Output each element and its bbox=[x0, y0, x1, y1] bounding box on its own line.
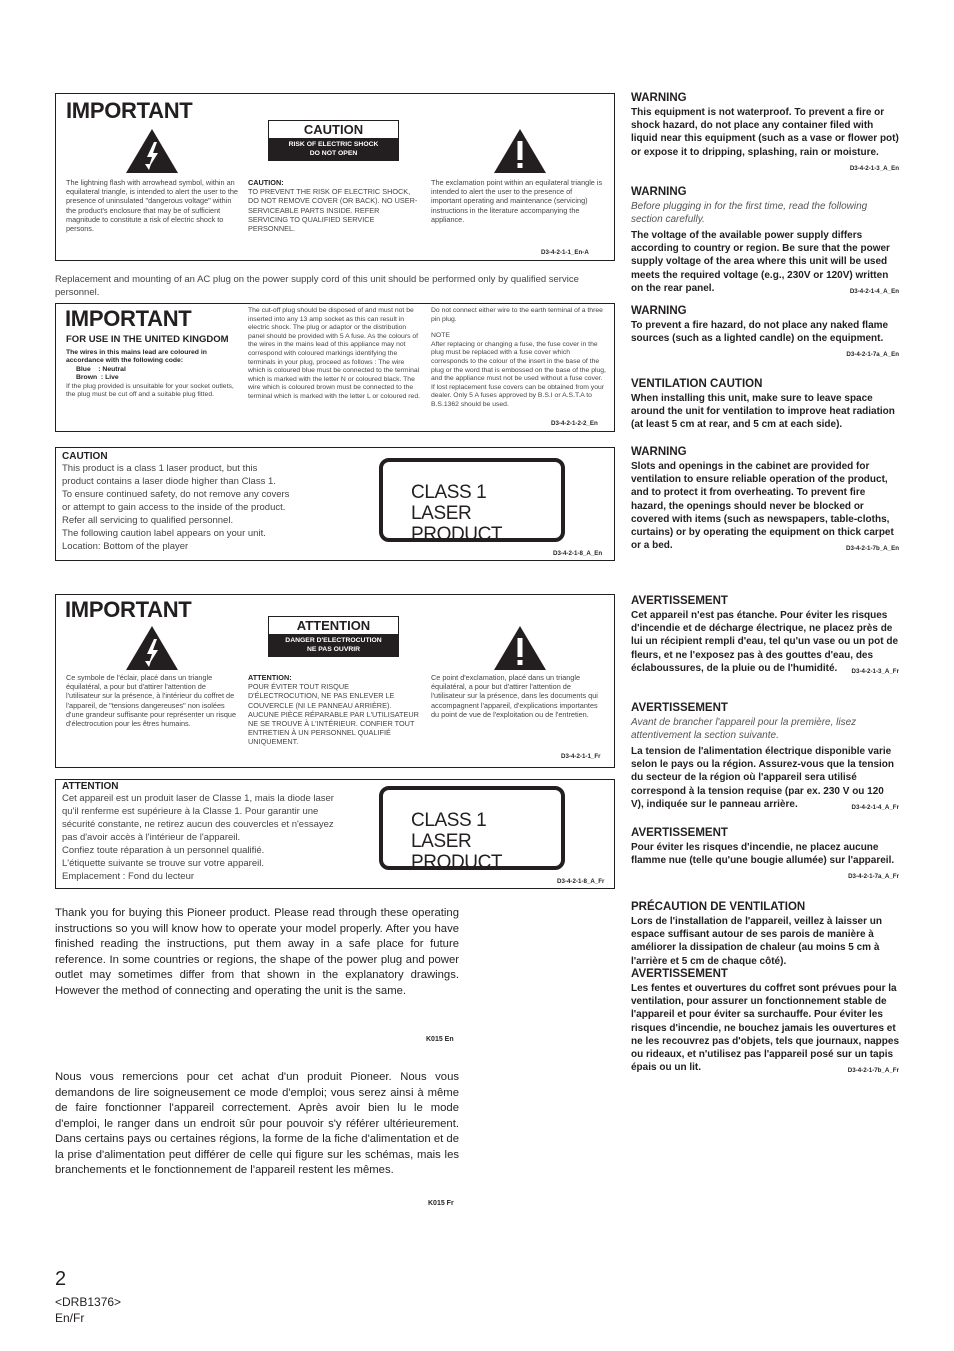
uk-earth-note: Do not connect either wire to the earth terminal of a three pin plug. bbox=[431, 307, 603, 323]
section-heading: AVERTISSEMENT bbox=[631, 968, 728, 980]
warning-slots bbox=[631, 446, 899, 555]
section-body: La tension de l'alimentation électrique disponible varie selon le pays ou la région. Assurez-vous que la tension du secteur de la région où l'appareil sera utilisé correspond à la tension requise (par ex. 230 V ou 120 V), indiquée sur le panneau arrière. bbox=[631, 746, 895, 810]
laser-text-line: qu'il renferme est supérieure à la Classe 1. Pour garantir une bbox=[62, 806, 319, 817]
replacement-note: Replacement and mounting of an AC plug on the power supply cord of this unit should be performed only by qualified service personnel. bbox=[55, 274, 579, 298]
laser-text-line: This product is a class 1 laser product, but this bbox=[62, 463, 258, 474]
laser-text-line: or attempt to gain access to the inside of the product. bbox=[62, 502, 286, 513]
caution-label bbox=[268, 120, 399, 161]
section-body: The voltage of the available power supply differs according to country or region. Be sure that the power supply voltage of the area where this unit will be used meets the required voltage (e.g., 230V or 120V) written on the rear panel. bbox=[631, 230, 890, 294]
reference-code-laser-fr: D3-4-2-1-8_A_Fr bbox=[557, 878, 605, 885]
important-title-fr: IMPORTANT bbox=[65, 597, 192, 622]
laser-text-line: sécurité constante, ne retirez aucun des couvercles et n'essayez bbox=[62, 819, 334, 830]
language-code: En/Fr bbox=[55, 1311, 85, 1325]
section-body: Cet appareil n'est pas étanche. Pour éviter les risques d'incendie et de décharge électrique, ne placez près de lui un récipient rempli d'eau, tel qu'un vase ou un pot de fleurs, et ne l'exposez pas à des gouttes d'eau, des éclaboussures, de la pluie ou de l'humidité. bbox=[631, 610, 899, 674]
laser-text-line: product contains a laser diode higher than Class 1. bbox=[62, 476, 276, 487]
warning-voltage bbox=[631, 186, 899, 298]
avertissement-flamme bbox=[631, 827, 899, 884]
laser-text-line: pas d'avoir accès à l'intérieur de l'appareil. bbox=[62, 832, 241, 843]
laser-text-line: To ensure continued safety, do not remove any covers bbox=[62, 489, 290, 500]
caution-label-line2: DO NOT OPEN bbox=[309, 150, 358, 157]
laser-caution-en bbox=[62, 451, 362, 553]
attention-text-block bbox=[248, 673, 420, 747]
class1-laser-label-fr bbox=[379, 786, 565, 873]
page-number: 2 bbox=[55, 1268, 67, 1290]
laser-text-line: The following caution label appears on your unit. bbox=[62, 528, 266, 539]
lightning-triangle-icon bbox=[125, 128, 179, 174]
lightning-explanation: The lightning flash with arrowhead symbol, within an equilateral triangle, is intended to alert the user to the presence of uninsulated "dangerous voltage" within the product's enclosure that may be of sufficient magnitude to constitute a risk of electric shock to persons. bbox=[66, 178, 238, 234]
attention-body: POUR ÉVITER TOUT RISQUE D'ÉLECTROCUTION, NE PAS ENLEVER LE COUVERCLE (NI LE PANNEAU ARRIÈRE). AUCUNE PIÈCE RÉPARABLE PAR L'UTILISATEUR NE SE TROUVE À L'INTÉRIEUR. CONFIER TOUT ENTRETIEN À UN PERSONNEL QUALIFIÉ UNIQUEMENT. bbox=[248, 682, 419, 747]
uk-column-3 bbox=[431, 307, 606, 410]
section-body: When installing this unit, make sure to leave space around the unit for ventilation to improve heat radiation (at least 5 cm at rear, and 5 cm at each side). bbox=[631, 393, 895, 431]
caution-text-block bbox=[248, 178, 420, 233]
important-title-uk: IMPORTANT bbox=[65, 306, 192, 331]
avertissement-fentes bbox=[631, 968, 899, 1077]
section-heading: VENTILATION CAUTION bbox=[631, 378, 763, 390]
reference-code-laser-en: D3-4-2-1-8_A_En bbox=[553, 550, 603, 557]
warning-flame bbox=[631, 305, 899, 362]
caution-heading: CAUTION: bbox=[248, 178, 284, 187]
attention-label-title: ATTENTION bbox=[296, 618, 371, 633]
laser-caution-body bbox=[62, 462, 362, 553]
section-body: This equipment is not waterproof. To prevent a fire or shock hazard, do not place any container filed with liquid near this equipment (such as a vase or flower pot) or expose it to dripping, splashing, rain or moisture. bbox=[631, 107, 899, 158]
precaution-ventilation bbox=[631, 901, 899, 968]
attention-label-line1: DANGER D'ELECTROCUTION bbox=[285, 637, 382, 644]
lightning-explanation-fr: Ce symbole de l'éclair, placé dans un triangle équilatéral, a pour but d'attirer l'attention de l'utilisateur sur la présence, à l'intérieur du coffret de l'appareil, de "tensions dangereuses" non isolées d'une grandeur suffisante pour représenter un risque d'électrocution pour les êtres humains. bbox=[66, 673, 237, 729]
attention-heading: ATTENTION: bbox=[248, 673, 292, 682]
uk-note-heading: NOTE bbox=[431, 332, 450, 340]
laser-label-line2: LASER PRODUCT bbox=[411, 831, 503, 873]
uk-subtitle: FOR USE IN THE UNITED KINGDOM bbox=[66, 334, 229, 345]
avertissement-tension bbox=[631, 702, 899, 814]
reference-code: D3-4-2-1-1_En-A bbox=[541, 249, 589, 256]
warning-waterproof bbox=[631, 92, 899, 175]
uk-plug-note: If the plug provided is unsuitable for your socket outlets, the plug must be cut off and a suitable plug fitted. bbox=[66, 382, 234, 398]
laser-attention-body bbox=[62, 792, 372, 883]
laser-text-line: Location: Bottom of the player bbox=[62, 541, 189, 552]
section-italic: Avant de brancher l'appareil pour la première, lisez attentivement la section suivante. bbox=[631, 717, 857, 741]
laser-text-line: Cet appareil est un produit laser de Classe 1, mais la diode laser bbox=[62, 793, 334, 804]
attention-label-line2: NE PAS OUVRIR bbox=[306, 646, 361, 653]
section-code: D3-4-2-1-7b_A_En bbox=[846, 545, 899, 553]
section-body: Pour éviter les risques d'incendie, ne placez aucune flamme nue (telle qu'une bougie allumée) sur l'appareil. bbox=[631, 842, 895, 867]
section-body: Lors de l'installation de l'appareil, veillez à laisser un espace suffisant autour de ses parois de manière à améliorer la dissipation de chaleur (au moins 5 cm à l'arrière et 5 cm de chaque côté). bbox=[631, 916, 882, 967]
caution-label-line1: RISK OF ELECTRIC SHOCK bbox=[288, 141, 379, 148]
laser-attention-heading: ATTENTION bbox=[62, 781, 119, 792]
avertissement-etanche bbox=[631, 595, 899, 678]
section-code: D3-4-2-1-4_A_Fr bbox=[851, 803, 899, 811]
model-code: <DRB1376> bbox=[55, 1295, 122, 1309]
uk-column-1 bbox=[66, 334, 241, 400]
section-italic: Before plugging in for the first time, read the following section carefully. bbox=[631, 201, 868, 225]
ventilation-caution bbox=[631, 378, 899, 432]
section-heading: WARNING bbox=[631, 92, 687, 104]
caution-label-title: CAUTION bbox=[303, 122, 364, 137]
exclamation-triangle-icon bbox=[493, 128, 547, 174]
section-code: D3-4-2-1-7a_A_En bbox=[846, 351, 899, 359]
section-heading: WARNING bbox=[631, 186, 687, 198]
section-heading: PRÉCAUTION DE VENTILATION bbox=[631, 901, 806, 913]
laser-text-line: Confiez toute réparation à un personnel qualifié. bbox=[62, 845, 265, 856]
important-box-en bbox=[55, 93, 615, 261]
exclamation-explanation-fr: Ce point d'exclamation, placé dans un triangle équilatéral, a pour but d'attirer l'attention de l'utilisateur sur la présence, dans les documents qui accompagnent l'appareil, d'explications importantes du point de vue de l'exploitation ou de l'entretien. bbox=[431, 673, 598, 719]
important-title: IMPORTANT bbox=[66, 98, 193, 123]
wire-brown: Brown : Live bbox=[76, 374, 119, 381]
laser-label-line1: CLASS 1 bbox=[411, 482, 487, 503]
section-body: Slots and openings in the cabinet are provided for ventilation to ensure reliable operation of the product, and to protect it from overheating. To prevent fire hazard, the openings should never be blocked or covered with items (such as newspapers, table-cloths, curtains) or by operating the equipment on thick carpet or a bed. bbox=[631, 461, 894, 552]
laser-text-line: L'étiquette suivante se trouve sur votre appareil. bbox=[62, 858, 264, 869]
section-code: D3-4-2-1-7a_A_Fr bbox=[848, 873, 899, 881]
section-code: D3-4-2-1-7b_A_Fr bbox=[847, 1067, 899, 1075]
reference-code-fr: D3-4-2-1-1_Fr bbox=[561, 753, 601, 760]
attention-label bbox=[268, 616, 399, 657]
section-heading: AVERTISSEMENT bbox=[631, 702, 728, 714]
class1-laser-label bbox=[379, 458, 565, 545]
laser-caution-heading: CAUTION bbox=[62, 451, 108, 462]
caution-body: TO PREVENT THE RISK OF ELECTRIC SHOCK, DO NOT REMOVE COVER (OR BACK). NO USER-SERVICEABLE PARTS INSIDE. REFER SERVICING TO QUALIFIED SERVICE PERSONNEL. bbox=[248, 187, 418, 234]
thanks-fr: Nous vous remercions pour cet achat d'un produit Pioneer. Nous vous demandons de lire soigneusement ce mode d'emploi; vous serez ainsi à même de faire fonctionner l'appareil correctement. Après avoir bien lu le mode d'emploi, le ranger dans un endroit sûr pour pouvoir s'y référer ultérieurement. Dans certains pays ou certaines régions, la forme de la fiche d'alimentation et de la prise d'alimentation peut différer de celle qui figure sur les schémas, mais les branchements et le fonctionnement de l'appareil restent les mêmes. bbox=[55, 1071, 459, 1176]
reference-code-uk: D3-4-2-1-2-2_En bbox=[551, 420, 598, 427]
uk-fuse-note: After replacing or changing a fuse, the fuse cover in the plug must be replaced with a fuse cover which corresponds to the colour of the insert in the base of the plug or the word that is embossed on the base of the plug, and the appliance must not be used without a fuse cover. If lost replacement fuse covers can be obtained from your dealer. Only 5 A fuses approved by B.S.I or A.S.T.A to B.S.1362 should be used. bbox=[431, 340, 606, 408]
laser-label-line2: LASER PRODUCT bbox=[411, 503, 503, 545]
section-code: D3-4-2-1-3_A_En bbox=[849, 164, 899, 172]
code-k015-en: K015 En bbox=[426, 1036, 454, 1043]
thanks-en: Thank you for buying this Pioneer product. Please read through these operating instructions so you will know how to operate your model properly. After you have finished reading the instructions, put them away in a safe place for future reference. In some countries or regions, the shape of the power plug and power outlet may sometimes differ from that shown in the explanatory drawings. However the method of connecting and operating the unit is the same. bbox=[55, 907, 459, 997]
lightning-triangle-icon bbox=[125, 625, 179, 671]
section-body: To prevent a fire hazard, do not place any naked flame sources (such as a lighted candle) on the equipment. bbox=[631, 320, 889, 345]
laser-text-line: Refer all servicing to qualified personnel. bbox=[62, 515, 234, 526]
exclamation-triangle-icon bbox=[493, 625, 547, 671]
uk-column-2: The cut-off plug should be disposed of and must not be inserted into any 13 amp socket as this can result in electric shock. The plug or adaptor or the distribution panel should be provided with 5 A fuse. As the colours of the wires in the mains lead of this appliance may not correspond with coloured markings identifying the terminals in your plug, proceed as follows : The wire which is coloured blue must be connected to the terminal which is marked with the letter N or coloured black. The wire which is coloured brown must be connected to the terminal which is marked with the letter L or coloured red. bbox=[248, 307, 421, 400]
section-heading: WARNING bbox=[631, 446, 687, 458]
code-k015-fr: K015 Fr bbox=[428, 1200, 454, 1207]
section-heading: WARNING bbox=[631, 305, 687, 317]
laser-text-line: Emplacement : Fond du lecteur bbox=[62, 871, 195, 882]
wire-blue: Blue : Neutral bbox=[76, 365, 126, 373]
exclamation-explanation: The exclamation point within an equilateral triangle is intended to alert the user to the presence of important operating and maintenance (servicing) instructions in the literature accompanying the appliance. bbox=[431, 178, 603, 224]
section-code: D3-4-2-1-3_A_Fr bbox=[851, 667, 899, 675]
section-heading: AVERTISSEMENT bbox=[631, 595, 728, 607]
laser-label-line1: CLASS 1 bbox=[411, 810, 487, 831]
laser-attention-fr bbox=[62, 781, 372, 883]
wires-heading: The wires in this mains lead are coloured in accordance with the following code: bbox=[66, 348, 207, 364]
section-body: Les fentes et ouvertures du coffret sont prévues pour la ventilation, pour assurer un fonctionnement stable de l'appareil et pour éviter sa surchauffe. Pour éviter les risques d'incendie, ne bouchez jamais les ouvertures et ne les recouvrez pas d'objets, tels que journaux, nappes ou rideaux, et n'utilisez pas l'appareil posé sur un tapis épais ou un lit. bbox=[631, 983, 900, 1074]
section-heading: AVERTISSEMENT bbox=[631, 827, 728, 839]
section-code: D3-4-2-1-4_A_En bbox=[849, 287, 899, 295]
